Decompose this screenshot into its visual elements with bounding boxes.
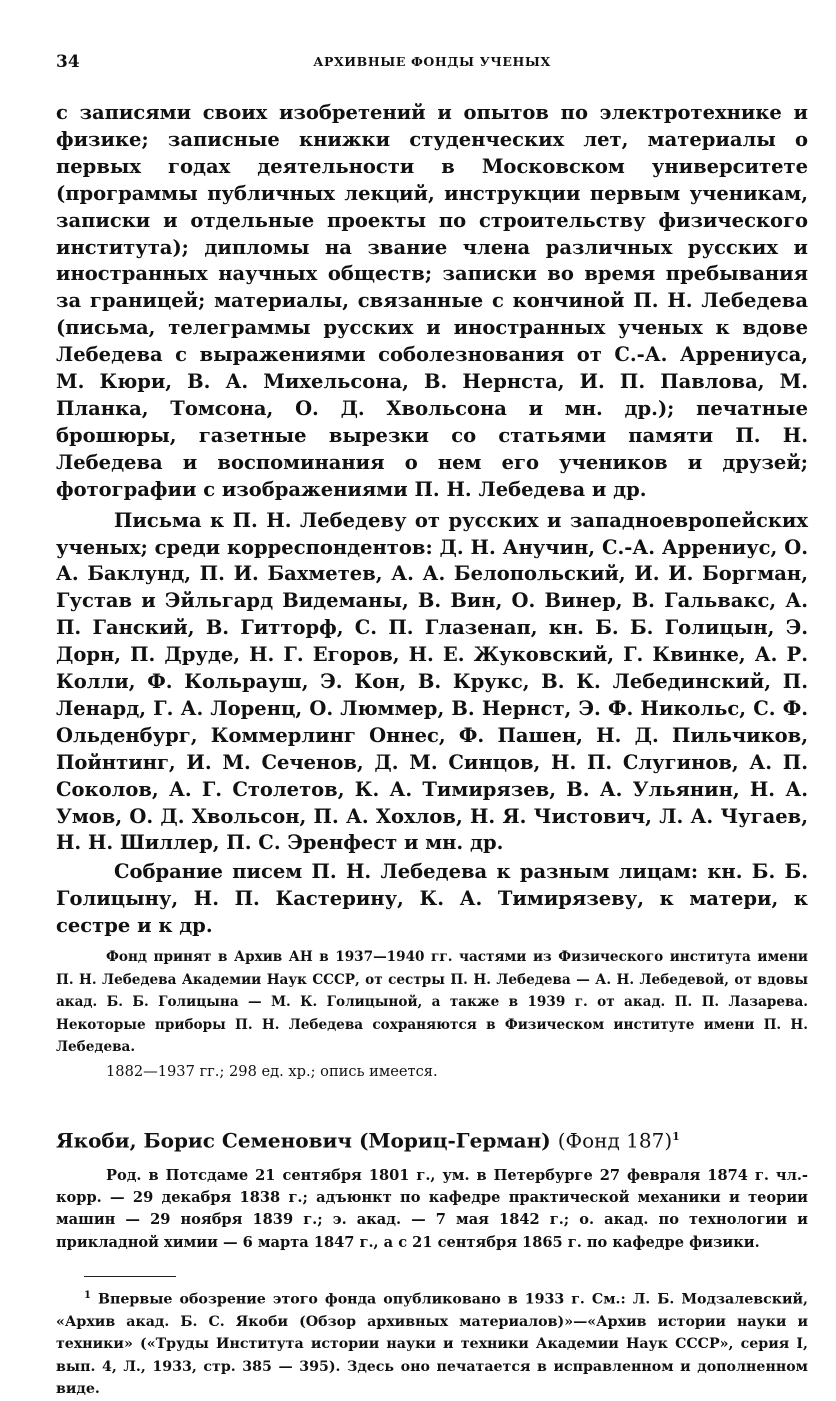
- acquisition-note: Фонд принят в Архив АН в 1937—1940 гг. частями из Физического института имени П. Н. Лебедева Академии Наук СССР, от сестры П. Н. Лебедева — А. Н. Лебедевой, от вдовы акад. Б. Б. Голицына — М. К. Голицыной, а также в 1939 г. от акад. П. П. Лазарева. Некоторые приборы П. Н. Лебедева сохраняются в Физическом институте имени П. Н. Лебедева.: [56, 949, 808, 1056]
- footnote-number: 1: [84, 1289, 91, 1301]
- page-header: [56, 48, 808, 74]
- page-number: 34: [56, 52, 80, 72]
- footnote-mark: 1: [672, 1130, 680, 1144]
- paragraph-collection: Собрание писем П. Н. Лебедева к разным лицам: кн. Б. Б. Голицыну, Н. П. Кастерину, К. А. Тимирязеву, к матери, к сестре и к др.: [56, 860, 808, 938]
- paragraph-contents: с записями своих изобретений и опытов по электротехнике и физике; записные книжки студенческих лет, материалы о первых годах деятельности в Московском университете (программы публичных лекций, инструкции первым ученикам, записки и отдельные проекты по строительству физического института); дипломы на звание члена различных русских и иностранных научных обществ; записки во время пребывания за границей; материалы, связанные с кончиной П. Н. Лебедева (письма, телеграммы русских и иностранных ученых к вдове Лебедева с выражениями соболезнования от С.-А. Аррениуса, М. Кюри, В. А. Михельсона, В. Нернста, И. П. Павлова, М. Планка, Томсона, О. Д. Хвольсона и мн. др.); печатные брошюры, газетные вырезки со статьями памяти П. Н. Лебедева и воспоминания о нем его учеников и друзей; фотографии с изображениями П. Н. Лебедева и др.: [56, 101, 808, 501]
- running-head: АРХИВНЫЕ ФОНДЫ УЧЕНЫХ: [313, 54, 551, 69]
- footnote-text: Впервые обозрение этого фонда опубликовано в 1933 г. См.: Л. Б. Модзалевский, «Архив акад. Б. С. Якоби (Обзор архивных материалов)»—«Архив истории науки и техники» («Труды Института истории науки и техники Академии Наук СССР», серия I, вып. 4, Л., 1933, стр. 385 — 395). Здесь оно печатается в исправленном и дополненном виде.: [56, 1291, 808, 1398]
- scientist-name: Якоби, Борис Семенович (Мориц-Герман): [56, 1128, 551, 1153]
- paragraph-letters: Письма к П. Н. Лебедеву от русских и западноевропейских ученых; среди корреспондентов: Д. Н. Анучин, С.-А. Аррениус, О. А. Баклунд, П. И. Бахметев, А. А. Белопольский, И. И. Боргман, Густав и Эйльгард Видеманы, В. Вин, О. Винер, В. Гальвакс, А. П. Ганский, В. Гитторф, С. П. Глазенап, кн. Б. Б. Голицын, Э. Дорн, П. Друде, Н. Г. Егоров, Н. Е. Жуковский, Г. Квинке, А. Р. Колли, Ф. Кольрауш, Э. Кон, В. Крукс, В. К. Лебединский, П. Ленард, Г. А. Лоренц, О. Люммер, В. Нернст, Э. Ф. Никольс, С. Ф. Ольденбург, Коммерлинг Оннес, Ф. Пашен, Н. Д. Пильчиков, Пойнтинг, И. М. Сеченов, Д. М. Синцов, Н. П. Слугинов, А. П. Соколов, А. Г. Столетов, К. А. Тимирязев, В. А. Ульянин, Н. А. Умов, О. Д. Хвольсон, П. А. Хохлов, Н. Я. Чистович, Л. А. Чугаев, Н. Н. Шиллер, П. С. Эренфест и мн. др.: [56, 508, 808, 855]
- biography: Род. в Потсдаме 21 сентября 1801 г., ум. в Петербурге 27 февраля 1874 г. чл.-корр. — 29 декабря 1838 г.; адъюнкт по кафедре практической механики и теории машин — 29 ноября 1839 г.; э. акад. — 7 мая 1842 г.; о. акад. по технологии и прикладной химии — 6 марта 1847 г., а с 21 сентября 1865 г. по кафедре физики.: [56, 1166, 808, 1251]
- footnote-divider: [84, 1276, 176, 1277]
- footnote: [56, 1285, 808, 1401]
- fund-summary: 1882—1937 гг.; 298 ед. хр.; опись имеется.: [106, 1063, 438, 1081]
- body-text: [56, 100, 808, 940]
- section-title: [56, 1123, 808, 1155]
- page: [56, 48, 808, 1401]
- fund-number: (Фонд 187): [557, 1128, 673, 1153]
